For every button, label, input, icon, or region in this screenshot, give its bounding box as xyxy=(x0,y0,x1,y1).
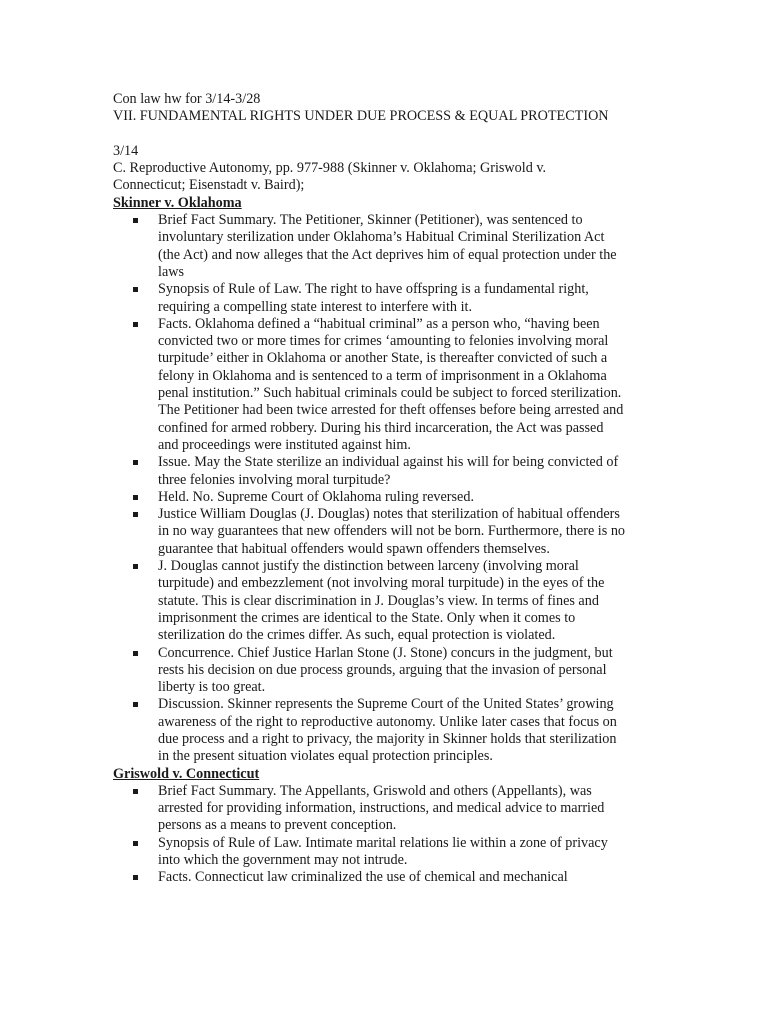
bullet-text-line: (the Act) and now alleges that the Act deprives him of equal protection under the xyxy=(158,246,617,263)
case-heading: Griswold v. Connecticut xyxy=(113,765,260,782)
square-bullet-icon xyxy=(133,875,138,880)
assignment-line: C. Reproductive Autonomy, pp. 977-988 (Skinner v. Oklahoma; Griswold v. xyxy=(113,160,547,177)
blank-line xyxy=(113,126,653,143)
bullet-text-line: three felonies involving moral turpitude? xyxy=(158,471,391,488)
bullet-text-line: arrested for providing information, instructions, and medical advice to married xyxy=(158,800,605,817)
bullet-list xyxy=(113,783,653,887)
bullet-text-line: turpitude) and embezzlement (not involving moral turpitude) in the eyes of the xyxy=(158,575,605,592)
list-item xyxy=(113,696,653,765)
list-item xyxy=(113,835,653,870)
bullet-text-line: penal institution.” Such habitual criminals could be subject to forced sterilization. xyxy=(158,385,622,402)
case-briefs xyxy=(113,195,653,887)
square-bullet-icon xyxy=(133,512,138,517)
list-item xyxy=(113,489,653,506)
section-heading: VII. FUNDAMENTAL RIGHTS UNDER DUE PROCESS & EQUAL PROTECTION xyxy=(113,108,609,125)
bullet-text-line: sterilization do the crimes differ. As such, equal protection is violated. xyxy=(158,627,556,644)
bullet-text-line: laws xyxy=(158,263,185,280)
square-bullet-icon xyxy=(133,789,138,794)
bullet-text-line: Discussion. Skinner represents the Supreme Court of the United States’ growing xyxy=(158,696,614,713)
list-item xyxy=(113,869,653,886)
square-bullet-icon xyxy=(133,495,138,500)
square-bullet-icon xyxy=(133,841,138,846)
bullet-text-line: guarantee that habitual offenders would spawn offenders themselves. xyxy=(158,540,550,557)
bullet-text-line: awareness of the right to reproductive autonomy. Unlike later cases that focus on xyxy=(158,713,617,730)
bullet-text-line: into which the government may not intrude. xyxy=(158,852,408,869)
bullet-text-line: liberty is too great. xyxy=(158,679,266,696)
assignment-line: Connecticut; Eisenstadt v. Baird); xyxy=(113,177,305,194)
bullet-text-line: The Petitioner had been twice arrested for theft offenses before being arrested and xyxy=(158,402,624,419)
bullet-text-line: Synopsis of Rule of Law. The right to have offspring is a fundamental right, xyxy=(158,281,589,298)
bullet-text-line: imprisonment the crimes are identical to the State. Only when it comes to xyxy=(158,609,576,626)
case-heading: Skinner v. Oklahoma xyxy=(113,194,242,211)
list-item xyxy=(113,558,653,644)
list-item xyxy=(113,454,653,489)
bullet-text-line: Facts. Oklahoma defined a “habitual criminal” as a person who, “having been xyxy=(158,315,600,332)
square-bullet-icon xyxy=(133,564,138,569)
assignment-description xyxy=(113,160,653,195)
case-section xyxy=(113,195,653,766)
bullet-text-line: Concurrence. Chief Justice Harlan Stone (J. Stone) concurs in the judgment, but xyxy=(158,644,613,661)
bullet-text-line: and proceedings were instituted against him. xyxy=(158,436,411,453)
document-title: Con law hw for 3/14-3/28 xyxy=(113,91,261,107)
list-item xyxy=(113,281,653,316)
bullet-text-line: J. Douglas cannot justify the distinction between larceny (involving moral xyxy=(158,558,579,575)
bullet-text-line: requiring a compelling state interest to interfere with it. xyxy=(158,298,472,315)
square-bullet-icon xyxy=(133,287,138,292)
assignment-date: 3/14 xyxy=(113,142,139,159)
bullet-text-line: in the present situation violates equal protection principles. xyxy=(158,748,493,765)
list-item xyxy=(113,506,653,558)
bullet-text-line: Issue. May the State sterilize an individual against his will for being convicted of xyxy=(158,454,619,471)
bullet-text-line: turpitude’ either in Oklahoma or another State, is thereafter convicted of such a xyxy=(158,350,608,367)
bullet-text-line: rests his decision on due process grounds, arguing that the invasion of personal xyxy=(158,661,607,678)
bullet-text-line: Held. No. Supreme Court of Oklahoma ruling reversed. xyxy=(158,488,474,505)
bullet-text-line: confined for armed robbery. During his third incarceration, the Act was passed xyxy=(158,419,604,436)
bullet-text-line: Brief Fact Summary. The Petitioner, Skinner (Petitioner), was sentenced to xyxy=(158,212,583,229)
square-bullet-icon xyxy=(133,322,138,327)
bullet-text-line: involuntary sterilization under Oklahoma’s Habitual Criminal Sterilization Act xyxy=(158,229,605,246)
bullet-text-line: Facts. Connecticut law criminalized the use of chemical and mechanical xyxy=(158,869,568,886)
bullet-text-line: in no way guarantees that new offenders will not be born. Furthermore, there is no xyxy=(158,523,626,540)
bullet-text-line: convicted two or more times for crimes ‘amounting to felonies involving moral xyxy=(158,333,609,350)
bullet-text-line: Brief Fact Summary. The Appellants, Griswold and others (Appellants), was xyxy=(158,782,592,799)
bullet-text-line: Synopsis of Rule of Law. Intimate marital relations lie within a zone of privacy xyxy=(158,834,608,851)
bullet-text-line: felony in Oklahoma and is sentenced to a term of imprisonment in a Oklahoma xyxy=(158,367,607,384)
bullet-text-line: persons as a means to prevent conception. xyxy=(158,817,397,834)
bullet-list xyxy=(113,212,653,766)
square-bullet-icon xyxy=(133,218,138,223)
bullet-text-line: Justice William Douglas (J. Douglas) notes that sterilization of habitual offenders xyxy=(158,506,620,523)
list-item xyxy=(113,212,653,281)
square-bullet-icon xyxy=(133,460,138,465)
list-item xyxy=(113,783,653,835)
case-section xyxy=(113,766,653,887)
square-bullet-icon xyxy=(133,651,138,656)
document-body xyxy=(113,91,653,887)
square-bullet-icon xyxy=(133,702,138,707)
list-item xyxy=(113,316,653,454)
bullet-text-line: statute. This is clear discrimination in J. Douglas’s view. In terms of fines and xyxy=(158,592,599,609)
bullet-text-line: due process and a right to privacy, the majority in Skinner holds that sterilization xyxy=(158,730,617,747)
list-item xyxy=(113,645,653,697)
